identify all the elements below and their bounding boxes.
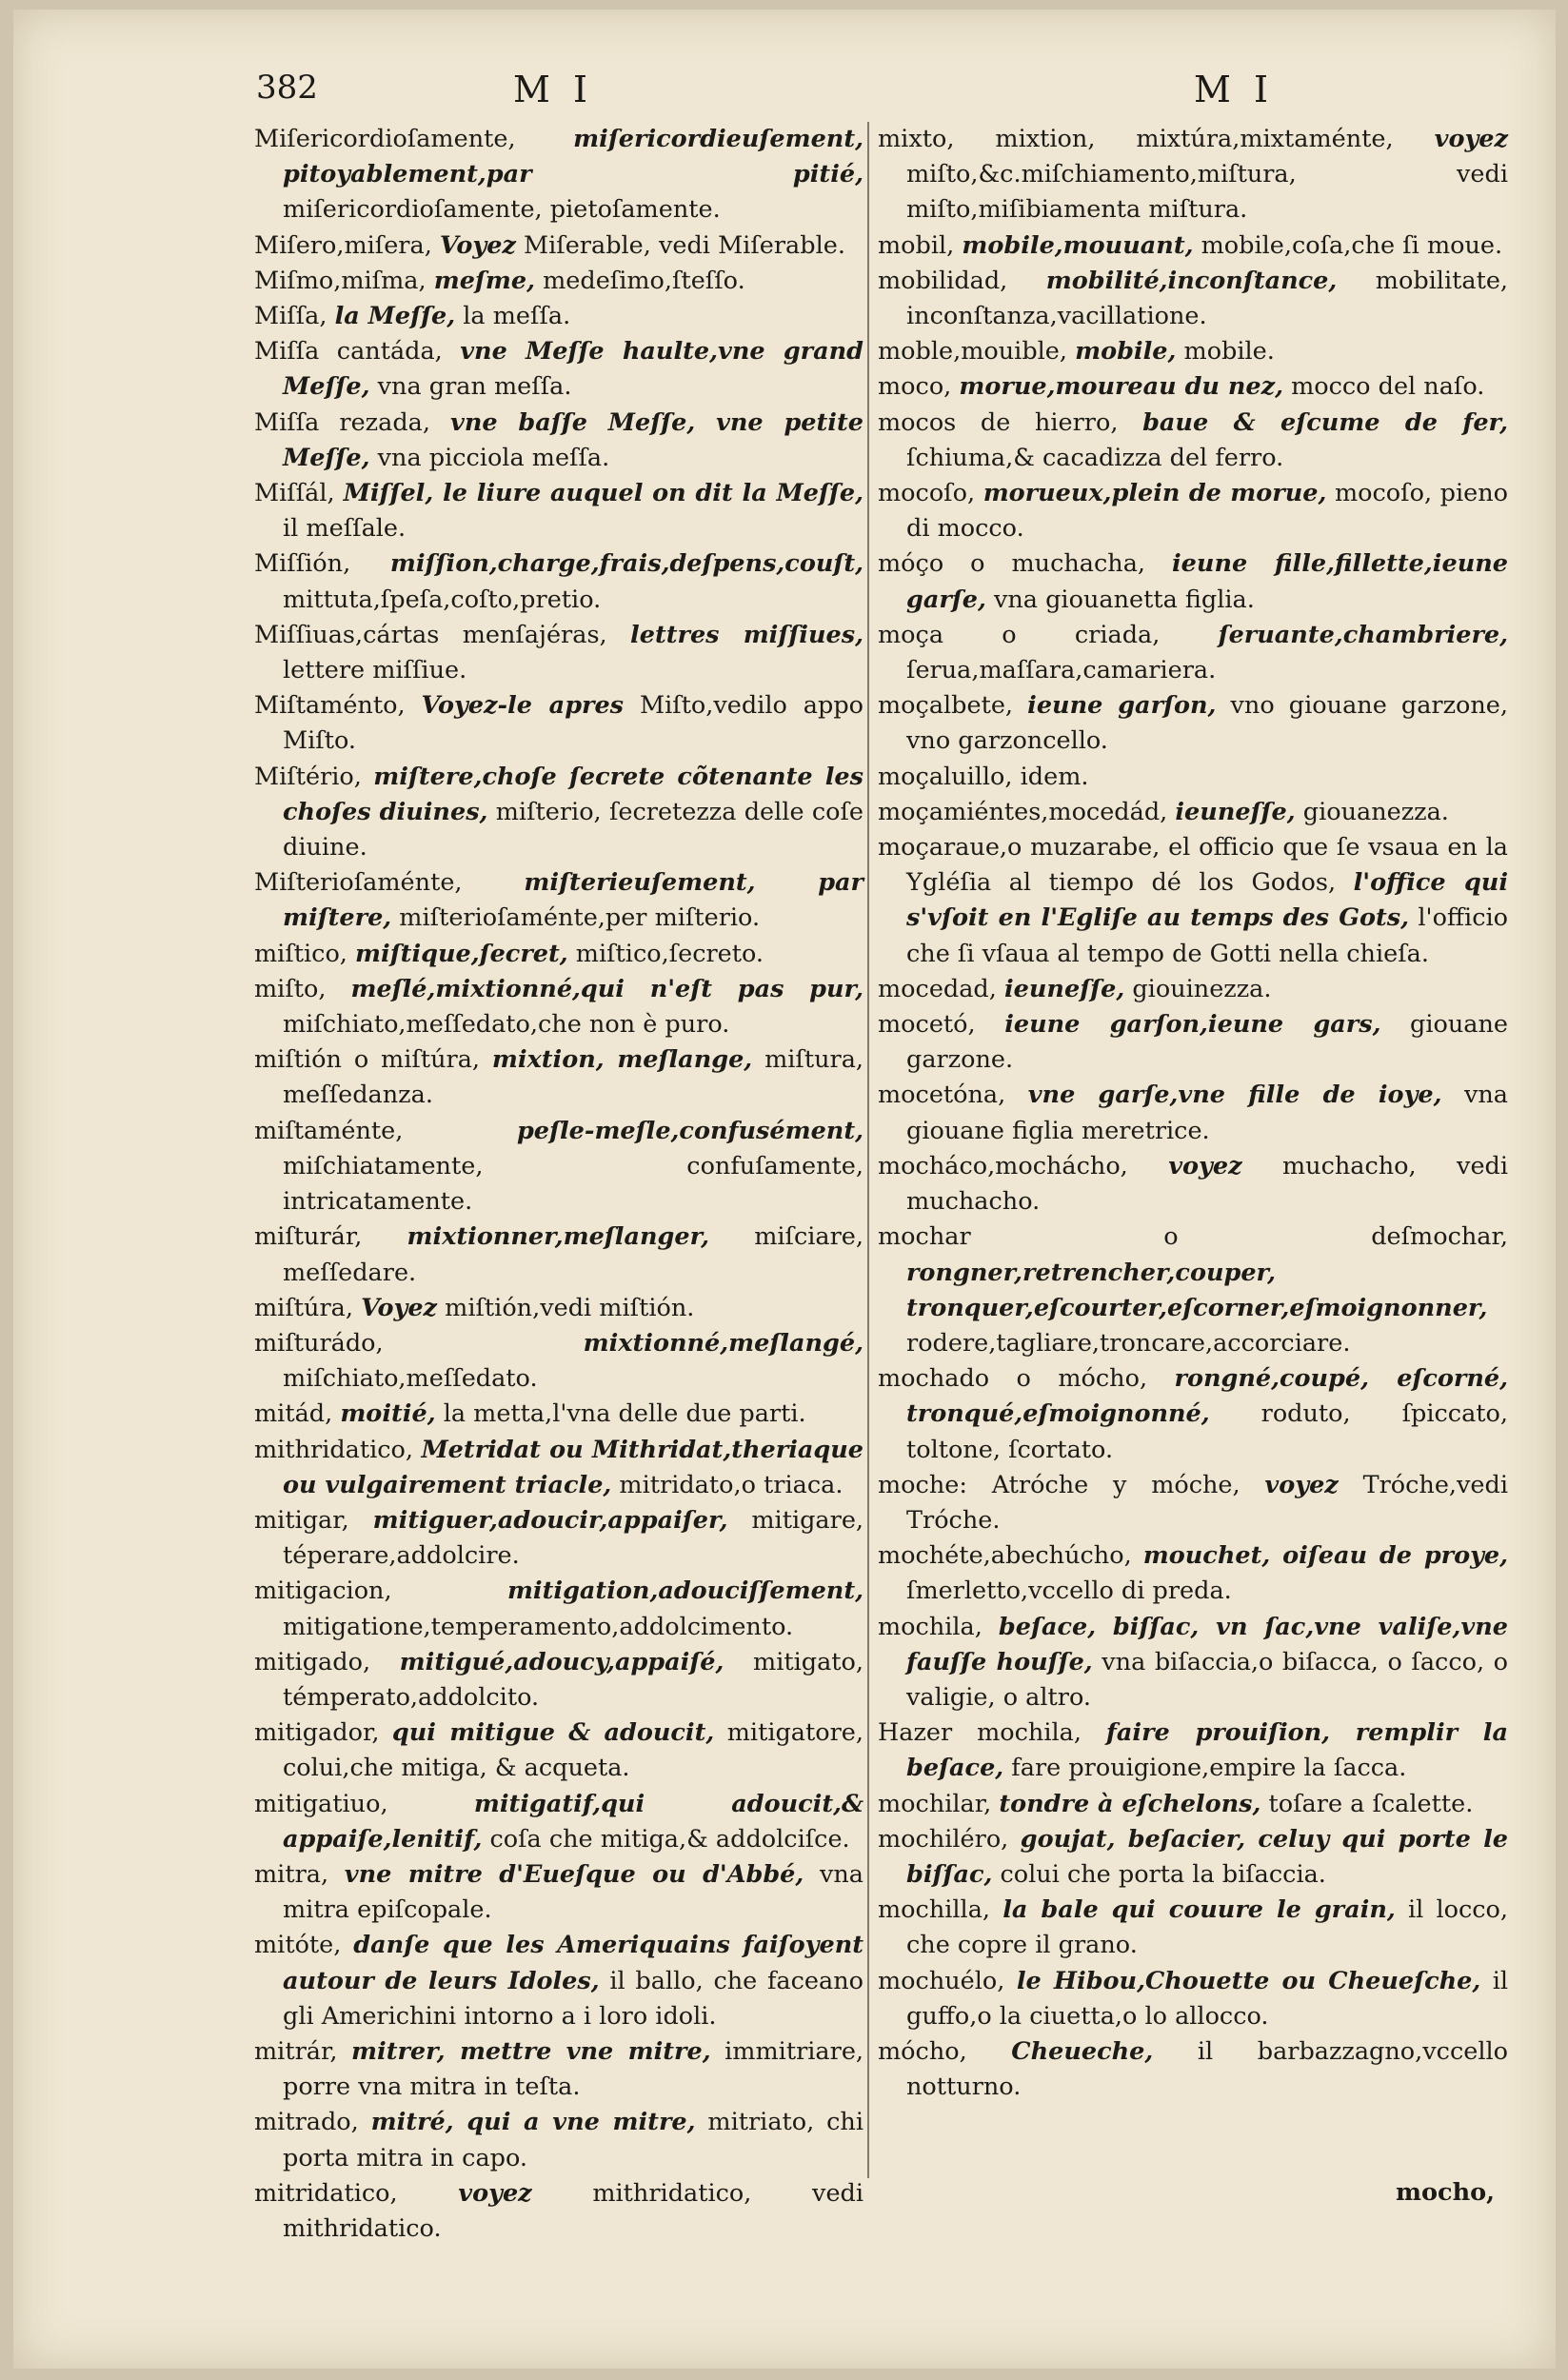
dictionary-entry <box>878 476 1508 546</box>
italian-translation: mocoſo, pieno di mocco. <box>906 479 1509 544</box>
french-translation: meſlé,mixtionné,qui n'eſt pas pur, <box>350 974 863 1003</box>
dictionary-entry <box>254 937 863 972</box>
italian-translation: il barbazzagno,vccello notturno. <box>906 2036 1508 2102</box>
italian-translation: lettere miſſiue. <box>283 656 467 685</box>
dictionary-entry <box>254 1503 863 1574</box>
dictionary-entry <box>878 1538 1508 1609</box>
french-translation: Cheueche, <box>1011 2036 1154 2066</box>
italian-translation: miſchiato,meſſedato. <box>283 1364 538 1394</box>
italian-translation: mitigato, témperato,addolcito. <box>283 1647 864 1712</box>
spanish-headword: Miſero,miſera, <box>254 230 432 260</box>
french-translation: moitié, <box>340 1399 436 1429</box>
running-head <box>13 69 1556 129</box>
french-translation: l'office qui s'vſoit en l'Egliſe au temps des Gots, <box>906 868 1509 933</box>
italian-translation: ſchiuma,& cacadizza del ferro. <box>906 443 1284 472</box>
spanish-headword: miſtión o miſtúra, <box>254 1045 481 1075</box>
italian-translation: roduto, ſpiccato, toltone, ſcortato. <box>906 1399 1508 1464</box>
dictionary-entry <box>878 2034 1508 2105</box>
italian-translation: ſmerletto,vccello di preda. <box>906 1577 1232 1606</box>
french-translation: voyez <box>1264 1470 1339 1499</box>
french-translation: vne baſſe Meſſe, vne petite Meſſe, <box>283 407 863 472</box>
italian-translation: la meſſa. <box>463 302 571 331</box>
dictionary-entry <box>254 264 863 299</box>
dictionary-entry <box>254 2176 863 2247</box>
dictionary-entry <box>254 1716 863 1786</box>
dictionary-entry <box>254 2105 863 2175</box>
french-translation: danſe que les Ameriquains faiſoyent autour de leurs Idoles, <box>283 1931 864 1995</box>
italian-translation: medeſimo,ſteſſo. <box>543 266 745 295</box>
dictionary-entry <box>254 1114 863 1220</box>
dictionary-entry <box>878 228 1508 264</box>
french-translation: voyez <box>458 2178 532 2208</box>
dictionary-entry <box>878 1007 1508 1078</box>
italian-translation: miſericordioſamente, pietoſamente. <box>283 195 721 225</box>
italian-translation: il locco, che copre il grano. <box>906 1895 1509 1960</box>
dictionary-entry <box>254 1928 863 2034</box>
dictionary-entry <box>254 334 863 405</box>
dictionary-entry <box>254 1787 863 1857</box>
dictionary-entry <box>254 1326 863 1397</box>
french-translation: vne garſe,vne fille de ioye, <box>1027 1081 1442 1110</box>
dictionary-entry <box>254 1574 863 1644</box>
spanish-headword: Miſericordioſamente, <box>254 125 516 153</box>
italian-translation: vna giouanetta figlia. <box>993 585 1255 614</box>
dictionary-entry <box>878 1787 1508 1822</box>
italian-translation: mobile. <box>1183 337 1275 367</box>
spanish-headword: mitigado, <box>254 1647 371 1676</box>
spanish-headword: Miſſa rezada, <box>254 407 430 437</box>
dictionary-entry <box>878 1220 1508 1361</box>
italian-translation: il guffo,o la ciuetta,o lo allocco. <box>906 1966 1509 2031</box>
dictionary-entry <box>254 2034 863 2105</box>
dictionary-entry <box>254 406 863 476</box>
french-translation: mixtionner,meſlanger, <box>407 1222 710 1252</box>
french-translation: mitrer, mettre vne mitre, <box>351 2036 711 2066</box>
french-translation: lettres miſſiues, <box>630 620 863 649</box>
italian-translation: mobile,coſa,che ſi moue. <box>1201 230 1503 260</box>
dictionary-entry <box>254 1645 863 1716</box>
french-translation: Voyez <box>361 1293 438 1322</box>
dictionary-entry <box>254 618 863 688</box>
right-running-head: M I <box>1194 69 1274 110</box>
spanish-headword: mitridatico, <box>254 2178 398 2208</box>
dictionary-entry <box>878 795 1508 830</box>
italian-translation: il meſſale. <box>283 514 407 544</box>
page-number: 382 <box>256 69 318 107</box>
italian-translation: Miſto,vedilo appo Miſto. <box>283 691 864 756</box>
spanish-headword: miſtico, <box>254 939 347 968</box>
spanish-headword: mócho, <box>878 2036 967 2066</box>
spanish-headword: mochado o mócho, <box>878 1364 1148 1394</box>
dictionary-entry <box>878 1468 1508 1538</box>
dictionary-entry <box>254 546 863 617</box>
left-column <box>254 122 863 2247</box>
spanish-headword: mocoſo, <box>878 479 976 508</box>
french-translation: rongner,retrencher,couper, tronquer,eſcourter,eſcorner,eſmoignonner, <box>906 1258 1488 1322</box>
spanish-headword: mochéte,abechúcho, <box>878 1541 1132 1571</box>
spanish-headword: moça o criada, <box>878 620 1161 649</box>
spanish-headword: mithridatico, <box>254 1435 414 1464</box>
italian-translation: il ballo, che faceano gli Americhini intorno a i loro idoli. <box>283 1966 863 2031</box>
italian-translation: giouinezza. <box>1132 974 1272 1003</box>
dictionary-entry <box>878 1149 1508 1220</box>
french-translation: goujat, beſacier, celuy qui porte le biſſac, <box>906 1824 1508 1889</box>
spanish-headword: mitra, <box>254 1859 329 1889</box>
spanish-headword: móço o muchacha, <box>878 549 1146 579</box>
dictionary-entry <box>878 369 1508 405</box>
italian-translation: vna picciola meſſa. <box>377 443 610 472</box>
spanish-headword: mitigar, <box>254 1505 349 1535</box>
dictionary-entry <box>254 122 863 228</box>
french-translation: baue & eſcume de fer, <box>1142 407 1508 437</box>
dictionary-entry <box>878 1361 1508 1468</box>
spanish-headword: Miſſión, <box>254 549 351 579</box>
spanish-headword: moco, <box>878 372 952 402</box>
italian-translation: vna gran meſſa. <box>377 372 572 402</box>
french-translation: miſterieuſement, par miſtere, <box>283 868 863 933</box>
italian-translation: mocco del naſo. <box>1291 372 1485 402</box>
left-running-head: M I <box>513 69 593 110</box>
spanish-headword: mitigatiuo, <box>254 1789 388 1818</box>
dictionary-entry <box>878 1610 1508 1716</box>
french-translation: mitré, qui a vne mitre, <box>370 2108 696 2137</box>
spanish-headword: miſtúra, <box>254 1293 353 1322</box>
dictionary-entry <box>254 228 863 264</box>
french-translation: peſle-meſle,confusément, <box>516 1116 863 1145</box>
dictionary-entry <box>254 1042 863 1113</box>
italian-translation: Tróche,vedi Tróche. <box>906 1470 1508 1535</box>
dictionary-entry <box>254 1291 863 1326</box>
spanish-headword: mochilar, <box>878 1789 992 1818</box>
dictionary-entry <box>878 1964 1508 2034</box>
italian-translation: ſerua,maſſara,camariera. <box>906 656 1217 685</box>
dictionary-entry <box>254 972 863 1042</box>
spanish-headword: mochila, <box>878 1612 982 1641</box>
french-translation: Voyez <box>439 230 516 260</box>
spanish-headword: Miſſa, <box>254 302 327 331</box>
french-translation: voyez <box>1434 125 1509 153</box>
french-translation: morue,moureau du nez, <box>959 372 1283 402</box>
french-translation: morueux,plein de morue, <box>982 479 1327 508</box>
french-translation: mixtion, meſlange, <box>491 1045 753 1075</box>
spanish-headword: miſturádo, <box>254 1328 384 1358</box>
spanish-headword: miſto, <box>254 974 327 1003</box>
italian-translation: l'officio che ſi vſaua al tempo de Gotti nella chieſa. <box>906 903 1508 968</box>
italian-translation: mobilitate, inconſtanza,vacillatione. <box>906 266 1509 331</box>
dictionary-entry <box>878 972 1508 1007</box>
italian-translation: mitriato, chi porta mitra in capo. <box>283 2108 864 2172</box>
spanish-headword: Miſtério, <box>254 762 362 791</box>
french-translation: ieune fille,fillette,ieune garſe, <box>906 549 1508 614</box>
dictionary-page <box>13 10 1556 2369</box>
dictionary-entry <box>878 1078 1508 1148</box>
spanish-headword: mitád, <box>254 1399 333 1429</box>
spanish-headword: Miſſiuas,cártas menſajéras, <box>254 620 607 649</box>
spanish-headword: Miſterioſaménte, <box>254 868 463 898</box>
italian-translation: mittuta,ſpeſa,coſto,pretio. <box>283 585 602 614</box>
spanish-headword: mochar o deſmochar, <box>878 1222 1508 1252</box>
spanish-headword: mocos de hierro, <box>878 407 1119 437</box>
french-translation: mobile,mouuant, <box>962 230 1194 260</box>
italian-translation: miſtión,vedi miſtión. <box>445 1293 695 1322</box>
french-translation: miſericordieuſement, pitoyablement,par pitié, <box>283 125 863 189</box>
french-translation: qui mitigue & adoucit, <box>391 1718 715 1748</box>
dictionary-entry <box>254 1220 863 1290</box>
dictionary-entry <box>254 476 863 546</box>
dictionary-entry <box>878 546 1508 617</box>
catchword: mocho, <box>1396 2178 1495 2207</box>
dictionary-entry <box>878 618 1508 688</box>
italian-translation: fare prouigione,empire la ſacca. <box>1011 1754 1407 1783</box>
french-translation: ieune garſon,ieune gars, <box>1004 1010 1381 1040</box>
dictionary-entry <box>254 1857 863 1928</box>
french-translation: Miſſel, le liure auquel on dit la Meſſe, <box>343 479 863 508</box>
italian-translation: miſchiato,meſſedato,che non è puro. <box>283 1010 730 1040</box>
italian-translation: miſchiatamente, confuſamente, intricatamente. <box>283 1151 863 1217</box>
french-translation: Voyez-le apres <box>421 691 625 721</box>
spanish-headword: mochilla, <box>878 1895 991 1925</box>
spanish-headword: mocetóna, <box>878 1081 1006 1110</box>
spanish-headword: mobil, <box>878 230 955 260</box>
spanish-headword: mobilidad, <box>878 266 1008 295</box>
italian-translation: vna giouane figlia meretrice. <box>906 1081 1508 1145</box>
spanish-headword: mitrado, <box>254 2108 359 2137</box>
dictionary-entry <box>878 760 1508 795</box>
dictionary-entry <box>254 688 863 759</box>
italian-translation: giouane garzone. <box>906 1010 1509 1075</box>
italian-translation: vna mitra epiſcopale. <box>283 1859 863 1925</box>
french-translation: meſme, <box>433 266 535 295</box>
french-translation: ſeruante,chambriere, <box>1218 620 1509 649</box>
french-translation: mobilité,inconſtance, <box>1045 266 1338 295</box>
spanish-headword: mixto, mixtion, mixtúra,mixtaménte, <box>878 125 1394 153</box>
french-translation: tondre à eſchelons, <box>999 1789 1261 1818</box>
french-translation: mitigation,adouciſſement, <box>506 1577 863 1606</box>
italian-translation: colui che porta la biſaccia. <box>1000 1859 1326 1889</box>
spanish-headword: Miſmo,miſma, <box>254 266 427 295</box>
french-translation: Metridat ou Mithridat,theriaque ou vulgairement triacle, <box>283 1435 863 1499</box>
french-translation: ieuneſſe, <box>1003 974 1125 1003</box>
spanish-headword: mocetó, <box>878 1010 976 1040</box>
spanish-headword: moçaluillo, <box>878 762 1013 791</box>
italian-translation: miſterioſaménte,per miſterio. <box>399 903 761 933</box>
italian-translation: miſterio, ſecretezza delle coſe diuine. <box>283 797 863 863</box>
italian-translation: miſto,&c.miſchiamento,miſtura, vedi miſto,miſibiamenta miſtura. <box>906 160 1508 225</box>
italian-translation: mitigatore, colui,che mitiga, & acqueta. <box>283 1718 863 1783</box>
spanish-headword: Miſſa cantáda, <box>254 337 443 367</box>
spanish-headword: miſturár, <box>254 1222 363 1252</box>
french-translation: voyez <box>1168 1151 1242 1180</box>
french-translation: miſtique,ſecret, <box>355 939 568 968</box>
french-translation: ieuneſſe, <box>1175 797 1296 826</box>
french-translation: mitiguer,adoucir,appaiſer, <box>372 1505 728 1535</box>
italian-translation: mitridato,o triaca. <box>619 1470 844 1499</box>
italian-translation: rodere,tagliare,troncare,accorciare. <box>906 1328 1351 1358</box>
french-translation: ieune garſon, <box>1027 691 1217 721</box>
dictionary-entry <box>878 334 1508 369</box>
french-translation: mitigué,adoucy,appaiſé, <box>399 1647 724 1676</box>
dictionary-entry <box>878 688 1508 759</box>
spanish-headword: mochuélo, <box>878 1966 1005 1995</box>
italian-translation: muchacho, vedi muchacho. <box>906 1151 1509 1217</box>
dictionary-entry <box>878 830 1508 972</box>
french-translation: la bale qui couure le grain, <box>1002 1895 1396 1925</box>
column-divider <box>867 122 869 2178</box>
dictionary-entry <box>254 865 863 936</box>
spanish-headword: Miſtaménto, <box>254 691 406 721</box>
dictionary-entry <box>878 406 1508 476</box>
italian-translation: miſciare, meſſedare. <box>283 1222 864 1287</box>
french-translation: mouchet, oiſeau de proye, <box>1142 1541 1509 1571</box>
spanish-headword: moche: Atróche y móche, <box>878 1470 1241 1499</box>
spanish-headword: moçaraue,o muzarabe, el officio que ſe vsaua en la Ygléſia al tiempo dé los Godos, <box>878 833 1508 898</box>
italian-translation: immitriare, porre vna mitra in teſta. <box>283 2036 864 2102</box>
spanish-headword: mitigador, <box>254 1718 380 1748</box>
italian-translation: miſtura, meſſedanza. <box>283 1045 864 1110</box>
dictionary-entry <box>878 1822 1508 1893</box>
dictionary-entry <box>878 1893 1508 1963</box>
spanish-headword: mochiléro, <box>878 1824 1009 1854</box>
french-translation: la Meſſe, <box>334 302 456 331</box>
french-translation: miſtere,choſe ſecrete cõtenante les choſes diuines, <box>283 762 864 826</box>
french-translation: mitigatif,qui adoucit,& appaiſe,lenitif, <box>283 1789 864 1854</box>
italian-translation: coſa che mitiga,& addolciſce. <box>489 1824 850 1854</box>
italian-translation: vna biſaccia,o biſacca, o ſacco, o valigie, o altro. <box>906 1647 1509 1712</box>
italian-translation: la metta,l'vna delle due parti. <box>443 1399 806 1429</box>
spanish-headword: mocháco,mochácho, <box>878 1151 1128 1180</box>
dictionary-entry <box>878 264 1508 334</box>
italian-translation: mitigatione,temperamento,addolcimento. <box>283 1612 794 1641</box>
italian-translation: vno giouane garzone, vno garzoncello. <box>906 691 1509 756</box>
dictionary-entry <box>878 1716 1508 1786</box>
french-translation: mixtionné,meſlangé, <box>583 1328 863 1358</box>
dictionary-entry <box>254 1433 863 1503</box>
dictionary-entry <box>254 760 863 866</box>
spanish-headword: mitigacion, <box>254 1577 392 1606</box>
french-translation: vne Meſſe haulte,vne grand Meſſe, <box>283 337 863 402</box>
spanish-headword: mitóte, <box>254 1931 342 1960</box>
spanish-headword: mocedad, <box>878 974 997 1003</box>
spanish-headword: miſtaménte, <box>254 1116 404 1145</box>
italian-translation: mitigare, téperare,addolcire. <box>283 1505 864 1571</box>
spanish-headword: Hazer mochila, <box>878 1718 1082 1748</box>
dictionary-entry <box>254 1397 863 1432</box>
spanish-headword: moble,mouible, <box>878 337 1067 367</box>
right-column <box>878 122 1508 2105</box>
italian-translation: Miſerable, vedi Miſerable. <box>524 230 845 260</box>
italian-translation: toſare a ſcalette. <box>1268 1789 1474 1818</box>
spanish-headword: Miſſál, <box>254 479 335 508</box>
italian-translation: giouanezza. <box>1302 797 1449 826</box>
spanish-headword: mitrár, <box>254 2036 338 2066</box>
french-translation: rongné,coupé, eſcorné, tronqué,eſmoignonné, <box>906 1364 1508 1429</box>
french-translation: faire prouiſion, remplir la beſace, <box>906 1718 1508 1783</box>
italian-translation: idem. <box>1020 762 1089 791</box>
italian-translation: mithridatico, vedi mithridatico. <box>283 2178 864 2243</box>
spanish-headword: moçalbete, <box>878 691 1014 721</box>
french-translation: vne mitre d'Eueſque ou d'Abbé, <box>344 1859 804 1889</box>
dictionary-entry <box>878 122 1508 228</box>
italian-translation: miſtico,ſecreto. <box>575 939 764 968</box>
french-translation: mobile, <box>1075 337 1177 367</box>
french-translation: beſace, biſſac, vn ſac,vne valiſe,vne fauſſe houſſe, <box>906 1612 1508 1676</box>
dictionary-entry <box>254 299 863 334</box>
french-translation: miſſion,charge,frais,deſpens,couſt, <box>389 549 863 579</box>
french-translation: le Hibou,Chouette ou Cheueſche, <box>1016 1966 1481 1995</box>
spanish-headword: moçamiéntes,mocedád, <box>878 797 1168 826</box>
